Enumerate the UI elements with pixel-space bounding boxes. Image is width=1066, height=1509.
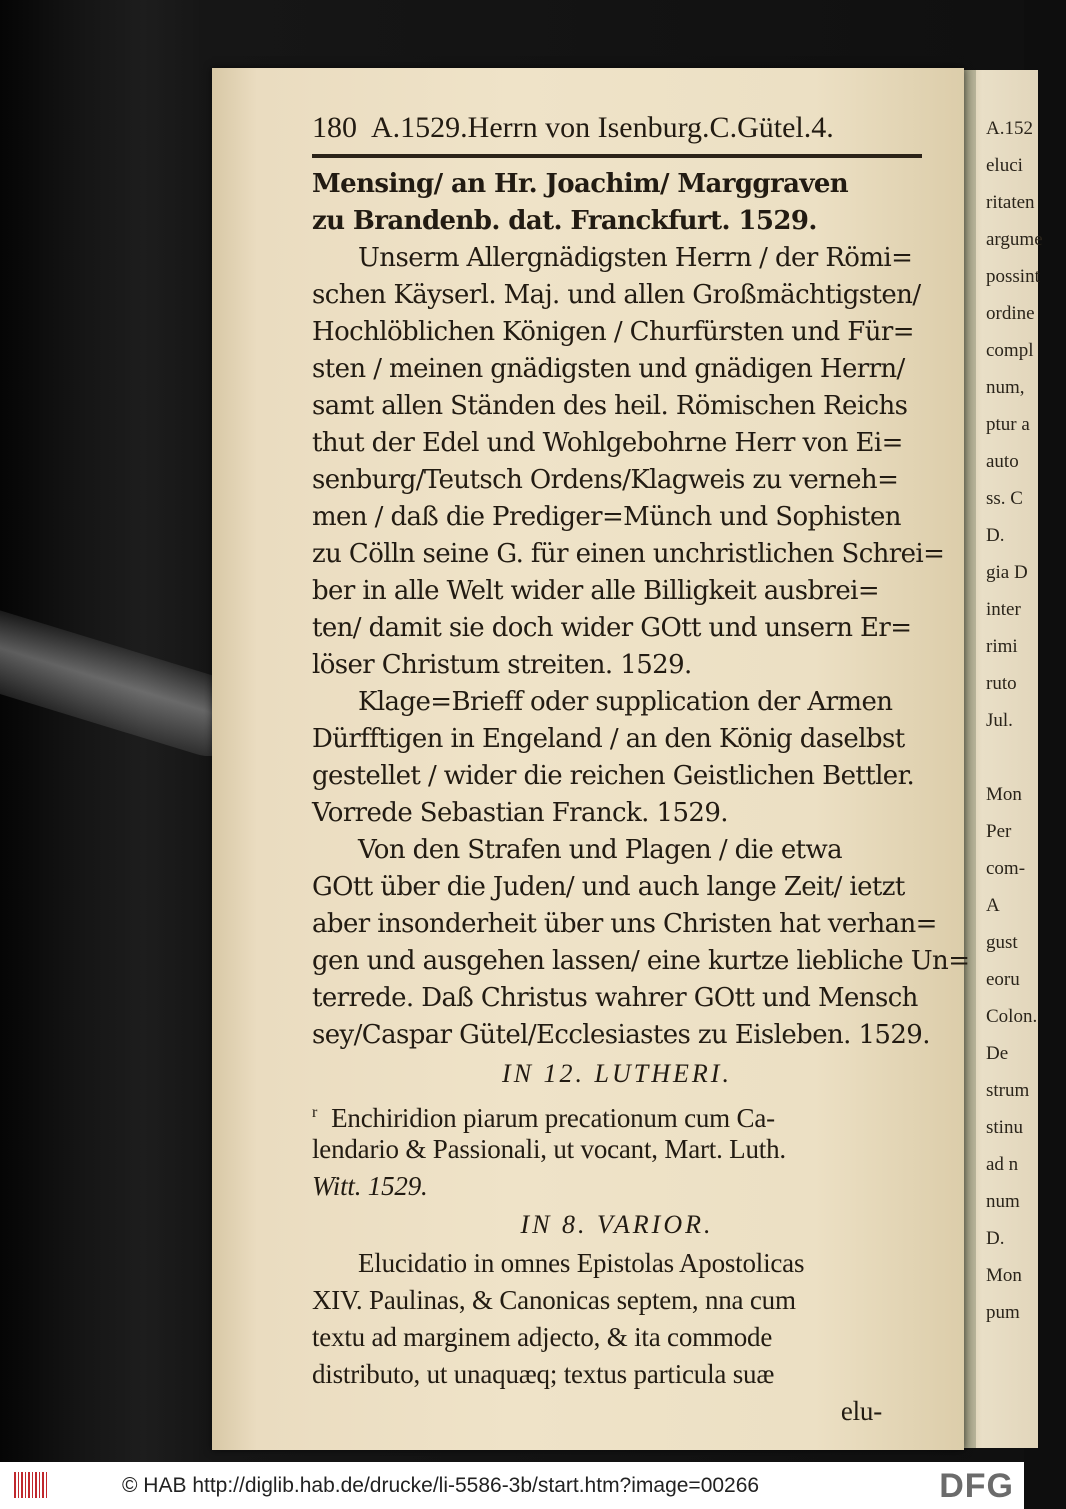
text-line: gestellet / wider die reichen Geistlichen Bettler.	[312, 761, 915, 791]
facing-page	[958, 70, 1043, 1448]
facing-fragment: Per	[986, 821, 1012, 842]
facing-fragment: rimi	[986, 636, 1018, 657]
page-text	[312, 108, 970, 1430]
facing-fragment: ordine	[986, 303, 1035, 324]
text-line: Dürfftigen in Engeland / an den König daselbst	[312, 724, 905, 754]
facing-fragment: num,	[986, 377, 1025, 398]
latin-line: lendario & Passionali, ut vocant, Mart. Luth.	[312, 1134, 786, 1164]
dfg-logo[interactable]: DFG	[939, 1467, 1014, 1505]
text-line: zu Brandenb. dat. Franckfurt. 1529.	[312, 206, 817, 236]
facing-fragment: gust	[986, 932, 1018, 953]
latin-line: textu ad marginem adjecto, & ita commode	[312, 1322, 773, 1352]
facing-fragment: num	[986, 1191, 1020, 1212]
facing-fragment: stinu	[986, 1117, 1023, 1138]
text-line: Vorrede Sebastian Franck. 1529.	[312, 798, 728, 828]
page-number: 180	[312, 111, 357, 144]
latin-line: XIV. Paulinas, & Canonicas septem, nna cum	[312, 1285, 796, 1315]
text-line: zu Cölln seine G. für einen unchristlichen Schrei=	[312, 539, 945, 569]
facing-fragment: De	[986, 1043, 1009, 1064]
section-heading-varior: IN 8. VARIOR.	[520, 1210, 714, 1239]
facing-fragment: Jul.	[986, 710, 1013, 731]
text-line: Von den Strafen und Plagen / die etwa	[358, 835, 843, 865]
facing-page-text	[986, 110, 1066, 1331]
text-line: Unserm Allergnädigsten Herrn / der Römi=	[358, 243, 913, 273]
latin-line	[312, 1168, 922, 1205]
facing-fragment: eluci	[986, 155, 1023, 176]
facing-fragment: pum	[986, 1302, 1020, 1323]
text-line: schen Käyserl. Maj. und allen Großmächtigsten/	[312, 280, 921, 310]
facing-fragment: eoru	[986, 969, 1020, 990]
facing-fragment: ruto	[986, 673, 1017, 694]
latin-line	[312, 1094, 922, 1131]
gothic-text-block	[312, 166, 970, 1054]
latin-line: Elucidatio in omnes Epistolas Apostolicas	[358, 1248, 805, 1278]
facing-fragment: Colon.	[986, 1006, 1038, 1027]
facing-fragment: A	[986, 895, 1000, 916]
running-head	[312, 108, 922, 148]
text-line: Klage=Brieff oder supplication der Armen	[358, 687, 893, 717]
text-line: Hochlöblichen Königen / Churfürsten und Für=	[312, 317, 914, 347]
facing-fragment	[986, 739, 1066, 776]
facing-fragment: gia D	[986, 562, 1028, 583]
facing-fragment: ad n	[986, 1154, 1019, 1175]
latin-line-text: Enchiridion piarum precationum cum Ca-	[331, 1103, 775, 1133]
facing-fragment: argume	[986, 229, 1043, 250]
text-line: ten/ damit sie doch wider GOtt und unsern Er=	[312, 613, 912, 643]
facing-fragment: inter	[986, 599, 1021, 620]
facing-fragment: ptur a	[986, 414, 1030, 435]
text-line: thut der Edel und Wohlgebohrne Herr von Ei=	[312, 428, 903, 458]
text-line: Mensing/ an Hr. Joachim/ Marggraven	[312, 169, 849, 199]
head-rule	[312, 154, 922, 158]
running-title: A.1529.Herrn von Isenburg.C.Gütel.4.	[371, 111, 834, 144]
facing-fragment: possint	[986, 266, 1040, 287]
facing-fragment: A.152	[986, 118, 1033, 139]
signature-mark: r	[312, 1104, 318, 1121]
latin-line-text: Witt. 1529.	[312, 1171, 428, 1201]
text-line: gen und ausgehen lassen/ eine kurtze liebliche Un=	[312, 946, 970, 976]
text-line: senburg/Teutsch Ordens/Klagweis zu verneh=	[312, 465, 899, 495]
facing-fragment: D.	[986, 1228, 1005, 1249]
facing-fragment: compl	[986, 340, 1034, 361]
latin-line: distributo, ut unaquæq; textus particula suæ	[312, 1359, 775, 1389]
text-line: sten / meinen gnädigsten und gnädigen Herrn/	[312, 354, 905, 384]
text-line: ber in alle Welt wider alle Billigkeit ausbrei=	[312, 576, 880, 606]
catchword: elu-	[840, 1396, 882, 1426]
text-line: aber insonderheit über uns Christen hat verhan=	[312, 909, 937, 939]
facing-fragment: ss. C	[986, 488, 1023, 509]
facing-fragment: D.	[986, 525, 1005, 546]
viewer-footer	[0, 1462, 1024, 1509]
hab-logo-icon	[14, 1472, 48, 1498]
text-line: terrede. Daß Christus wahrer GOtt und Mensch	[312, 983, 918, 1013]
text-line: sey/Caspar Gütel/Ecclesiastes zu Eisleben. 1529.	[312, 1020, 930, 1050]
text-line: löser Christum streiten. 1529.	[312, 650, 692, 680]
text-line: GOtt über die Juden/ und auch lange Zeit/ ietzt	[312, 872, 905, 902]
facing-fragment: ritaten	[986, 192, 1035, 213]
text-line: samt allen Ständen des heil. Römischen Reichs	[312, 391, 908, 421]
facing-fragment: com-	[986, 858, 1026, 879]
book-page	[212, 68, 970, 1450]
copyright-credit[interactable]: © HAB http://diglib.hab.de/drucke/li-5586-3b/start.htm?image=00266	[122, 1474, 760, 1497]
facing-fragment: Mon	[986, 784, 1022, 805]
facing-fragment: auto	[986, 451, 1019, 472]
facing-fragment: strum	[986, 1080, 1030, 1101]
section-heading-lutheri: IN 12. LUTHERI.	[502, 1059, 732, 1088]
facing-fragment: Mon	[986, 1265, 1022, 1286]
text-line: men / daß die Prediger=Münch und Sophisten	[312, 502, 901, 532]
